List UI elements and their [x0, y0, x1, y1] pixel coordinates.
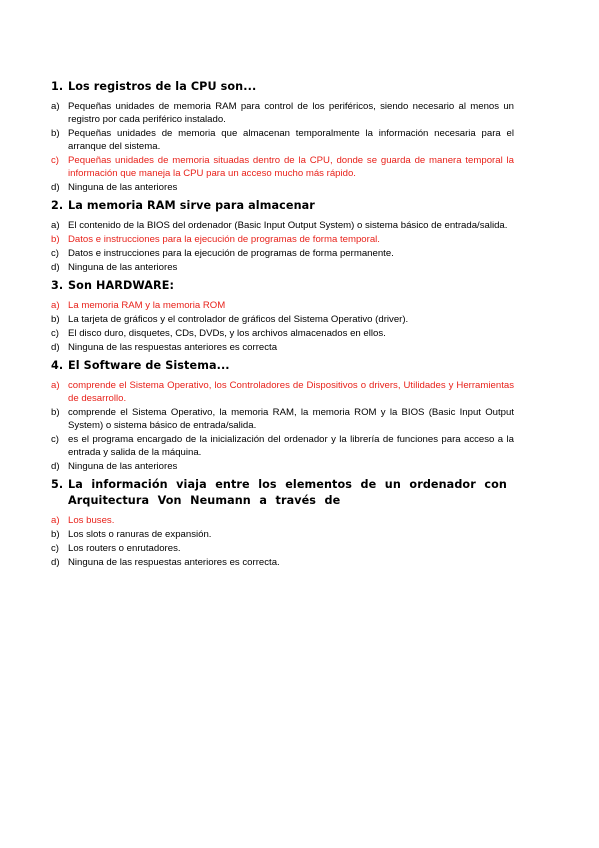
correct-answer-option-c: [51, 154, 514, 180]
option-text: Ninguna de las anteriores: [68, 182, 178, 193]
option-text: El disco duro, disquetes, CDs, DVDs, y los archivos almacenados en ellos.: [68, 328, 386, 339]
option-letter: c): [51, 543, 59, 554]
option-text: comprende el Sistema Operativo, los Controladores de Dispositivos o drivers, Utilidades y Herramientas de desarrollo.: [68, 380, 514, 404]
answer-option-d: [51, 341, 514, 354]
option-text: El contenido de la BIOS del ordenador (Basic Input Output System) o sistema básico de entrada/salida.: [68, 220, 508, 231]
question-number: 2.: [51, 199, 64, 212]
correct-answer-option-a: [51, 299, 514, 312]
option-letter: d): [51, 557, 60, 568]
question-3: [51, 278, 514, 354]
answer-option-d: [51, 556, 514, 569]
correct-answer-option-b: [51, 233, 514, 246]
option-text: comprende el Sistema Operativo, la memoria RAM, la memoria ROM y la BIOS (Basic Input Output System) o sistema básico de entrada/salida.: [68, 407, 514, 431]
option-text: es el programa encargado de la inicialización del ordenador y la librería de funciones para acceso a la entrada y salida de la máquina.: [68, 434, 514, 458]
option-text: Ninguna de las anteriores: [68, 262, 178, 273]
answer-option-d: [51, 460, 514, 473]
question-number: 1.: [51, 80, 64, 93]
question-title: [51, 278, 514, 294]
answer-option-d: [51, 261, 514, 274]
answer-option-d: [51, 181, 514, 194]
option-text: Pequeñas unidades de memoria RAM para control de los periféricos, siendo necesario al menos un registro por cada periférico instalado.: [68, 101, 514, 125]
question-text: Los registros de la CPU son...: [68, 80, 257, 93]
question-title: [51, 477, 514, 509]
option-letter: d): [51, 461, 60, 472]
answer-option-c: [51, 433, 514, 459]
correct-answer-option-a: [51, 379, 514, 405]
correct-answer-option-a: [51, 514, 514, 527]
answer-option-b: [51, 313, 514, 326]
option-text: Los routers o enrutadores.: [68, 543, 181, 554]
question-number: 4.: [51, 359, 64, 372]
question-text: Son HARDWARE:: [68, 279, 175, 292]
option-letter: c): [51, 434, 59, 445]
answer-option-c: [51, 542, 514, 555]
option-text: Pequeñas unidades de memoria situadas dentro de la CPU, donde se guarda de manera temporal la información que maneja la CPU para un acceso mucho más rápido.: [68, 155, 514, 179]
answer-option-a: [51, 219, 514, 232]
question-title: [51, 198, 514, 214]
question-number: 5.: [51, 478, 64, 491]
answer-option-c: [51, 327, 514, 340]
option-letter: b): [51, 128, 60, 139]
option-text: Ninguna de las respuestas anteriores es correcta.: [68, 557, 280, 568]
answer-option-b: [51, 528, 514, 541]
option-letter: c): [51, 248, 59, 259]
option-letter: b): [51, 407, 60, 418]
question-text: El Software de Sistema...: [68, 359, 230, 372]
question-text: La información viaja entre los elementos de un ordenador con Arquitectura Von Neumann a través de: [68, 478, 507, 507]
option-text: Ninguna de las anteriores: [68, 461, 178, 472]
option-letter: d): [51, 182, 60, 193]
question-text: La memoria RAM sirve para almacenar: [68, 199, 315, 212]
option-text: La memoria RAM y la memoria ROM: [68, 300, 226, 311]
option-text: Ninguna de las respuestas anteriores es correcta: [68, 342, 278, 353]
option-letter: a): [51, 101, 60, 112]
answer-option-b: [51, 406, 514, 432]
option-text: Datos e instrucciones para la ejecución de programas de forma permanente.: [68, 248, 394, 259]
question-4: [51, 358, 514, 473]
option-letter: a): [51, 220, 60, 231]
option-letter: c): [51, 155, 59, 166]
option-letter: b): [51, 529, 60, 540]
answer-option-b: [51, 127, 514, 153]
option-letter: a): [51, 300, 60, 311]
answer-option-c: [51, 247, 514, 260]
option-letter: b): [51, 314, 60, 325]
quiz: [51, 79, 514, 573]
option-letter: d): [51, 342, 60, 353]
question-title: [51, 358, 514, 374]
option-text: La tarjeta de gráficos y el controlador de gráficos del Sistema Operativo (driver).: [68, 314, 409, 325]
option-letter: a): [51, 515, 60, 526]
question-title: [51, 79, 514, 95]
question-1: [51, 79, 514, 194]
option-letter: d): [51, 262, 60, 273]
option-text: Los slots o ranuras de expansión.: [68, 529, 212, 540]
question-2: [51, 198, 514, 274]
option-text: Los buses.: [68, 515, 115, 526]
question-5: [51, 477, 514, 569]
option-letter: b): [51, 234, 60, 245]
question-number: 3.: [51, 279, 64, 292]
answer-option-a: [51, 100, 514, 126]
option-letter: c): [51, 328, 59, 339]
option-text: Pequeñas unidades de memoria que almacenan temporalmente la información necesaria para el arranque del sistema.: [68, 128, 514, 152]
option-letter: a): [51, 380, 60, 391]
option-text: Datos e instrucciones para la ejecución de programas de forma temporal.: [68, 234, 380, 245]
